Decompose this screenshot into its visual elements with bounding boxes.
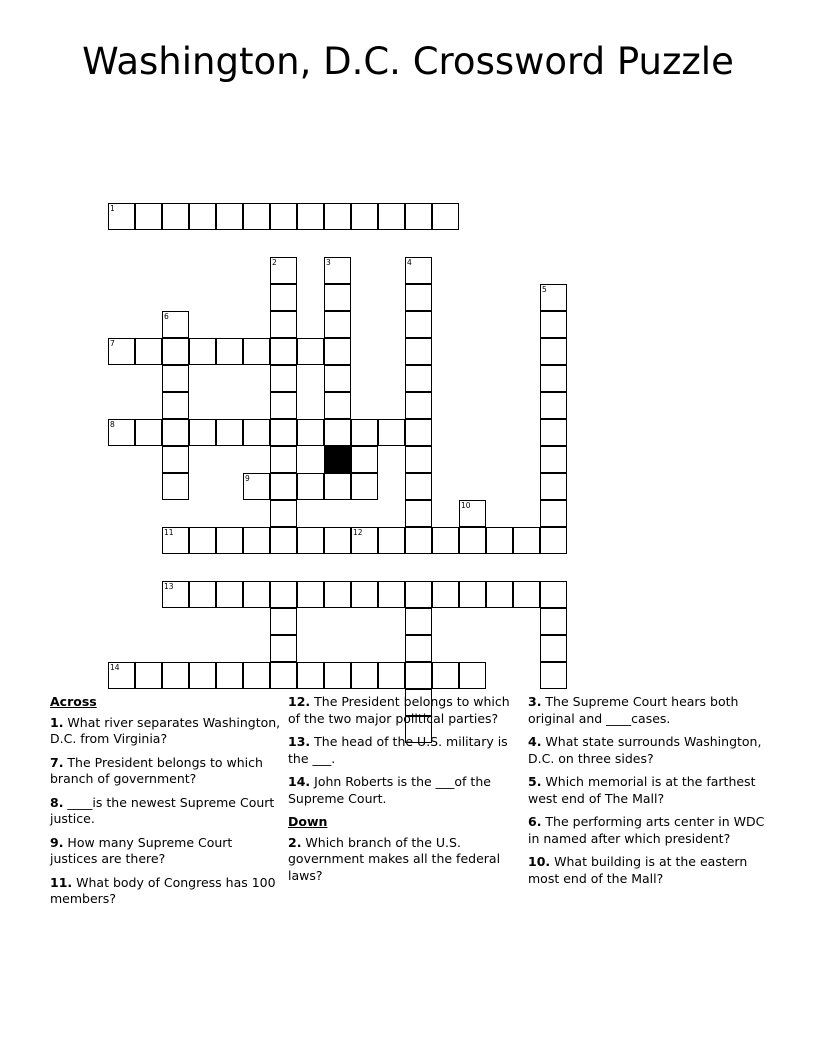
grid-cell[interactable] xyxy=(162,446,189,473)
grid-cell-number: 9 xyxy=(245,474,250,483)
crossword-grid xyxy=(0,95,816,672)
grid-cell[interactable] xyxy=(324,257,351,284)
grid-cell[interactable] xyxy=(189,527,216,554)
clue-number: 5. xyxy=(528,774,542,789)
grid-cell[interactable] xyxy=(324,311,351,338)
clues-section xyxy=(0,694,816,994)
clues-column-1 xyxy=(50,694,282,915)
grid-cell[interactable] xyxy=(486,581,513,608)
grid-cell[interactable] xyxy=(351,203,378,230)
clue-item xyxy=(288,734,520,767)
grid-cell[interactable] xyxy=(189,581,216,608)
grid-cell[interactable] xyxy=(324,419,351,446)
grid-cell[interactable] xyxy=(351,581,378,608)
grid-cell[interactable] xyxy=(459,581,486,608)
grid-cell[interactable] xyxy=(540,527,567,554)
grid-cell[interactable] xyxy=(405,473,432,500)
grid-cell-number: 7 xyxy=(110,339,115,348)
clue-text: What state surrounds Washington, D.C. on three sides? xyxy=(528,734,762,766)
grid-cell[interactable] xyxy=(108,203,135,230)
clue-item xyxy=(50,795,282,828)
grid-cell[interactable] xyxy=(378,419,405,446)
grid-cell[interactable] xyxy=(162,311,189,338)
across-heading: Across xyxy=(50,694,97,709)
grid-cell[interactable] xyxy=(405,365,432,392)
grid-cell[interactable] xyxy=(324,662,351,689)
grid-cell[interactable] xyxy=(540,500,567,527)
grid-cell[interactable] xyxy=(351,419,378,446)
grid-cell[interactable] xyxy=(540,635,567,662)
clue-text: What river separates Washington, D.C. from Virginia? xyxy=(50,714,281,746)
grid-cell[interactable] xyxy=(351,446,378,473)
grid-cell[interactable] xyxy=(270,662,297,689)
grid-cell[interactable] xyxy=(378,581,405,608)
clue-item xyxy=(288,835,520,885)
grid-cell[interactable] xyxy=(243,338,270,365)
grid-cell[interactable] xyxy=(432,662,459,689)
clue-number: 8. xyxy=(50,794,64,810)
grid-cell[interactable] xyxy=(297,338,324,365)
grid-cell[interactable] xyxy=(405,257,432,284)
clue-text: What body of Congress has 100 members? xyxy=(50,874,276,906)
grid-cell[interactable] xyxy=(189,419,216,446)
grid-cell[interactable] xyxy=(540,446,567,473)
grid-cell[interactable] xyxy=(540,662,567,689)
grid-cell[interactable] xyxy=(405,608,432,635)
clue-number: 3. xyxy=(528,694,542,709)
grid-cell[interactable] xyxy=(243,581,270,608)
grid-cell[interactable] xyxy=(405,203,432,230)
grid-cell[interactable] xyxy=(162,581,189,608)
grid-cell[interactable] xyxy=(270,527,297,554)
grid-cell[interactable] xyxy=(405,338,432,365)
grid-cell-number: 3 xyxy=(326,258,331,267)
grid-cell[interactable] xyxy=(216,203,243,230)
grid-cell[interactable] xyxy=(108,338,135,365)
grid-cell[interactable] xyxy=(459,500,486,527)
grid-cell[interactable] xyxy=(486,527,513,554)
clue-number: 13. xyxy=(288,734,311,749)
grid-cell[interactable] xyxy=(432,527,459,554)
grid-cell[interactable] xyxy=(270,419,297,446)
grid-cell[interactable] xyxy=(270,608,297,635)
grid-cell[interactable] xyxy=(162,392,189,419)
grid-cell-number: 14 xyxy=(110,663,120,672)
grid-cell[interactable] xyxy=(243,662,270,689)
clue-item xyxy=(288,774,520,807)
grid-cell[interactable] xyxy=(162,662,189,689)
grid-cell[interactable] xyxy=(324,473,351,500)
grid-cell[interactable] xyxy=(297,473,324,500)
clue-text: The President belongs to which of the two major political parties? xyxy=(288,694,510,726)
grid-cell[interactable] xyxy=(351,662,378,689)
grid-cell[interactable] xyxy=(108,419,135,446)
clue-text: Which branch of the U.S. government makes all the federal laws? xyxy=(288,834,501,883)
grid-cell[interactable] xyxy=(297,581,324,608)
grid-cell[interactable] xyxy=(135,419,162,446)
grid-cell[interactable] xyxy=(432,203,459,230)
clue-text: What building is at the eastern most end of the Mall? xyxy=(528,854,748,886)
grid-cell[interactable] xyxy=(405,392,432,419)
grid-cell[interactable] xyxy=(513,527,540,554)
grid-cell[interactable] xyxy=(324,365,351,392)
grid-cell-number: 8 xyxy=(110,420,115,429)
grid-cell[interactable] xyxy=(405,311,432,338)
clues-column-3 xyxy=(528,694,776,894)
grid-cell[interactable] xyxy=(216,419,243,446)
down-heading: Down xyxy=(288,814,328,829)
grid-cell[interactable] xyxy=(135,662,162,689)
clue-number: 7. xyxy=(50,754,64,770)
grid-cell[interactable] xyxy=(162,338,189,365)
clue-text: Which memorial is at the farthest west end of The Mall? xyxy=(528,774,756,806)
clue-item xyxy=(288,694,520,727)
clue-item xyxy=(528,734,776,767)
clue-item xyxy=(528,814,776,847)
grid-cell[interactable] xyxy=(108,662,135,689)
clue-text: How many Supreme Court justices are there? xyxy=(50,834,233,866)
grid-cell[interactable] xyxy=(162,419,189,446)
grid-cell[interactable] xyxy=(243,203,270,230)
grid-cell[interactable] xyxy=(324,338,351,365)
grid-cell[interactable] xyxy=(378,527,405,554)
grid-cell[interactable] xyxy=(270,257,297,284)
clue-number: 11. xyxy=(50,874,73,890)
grid-cell[interactable] xyxy=(216,527,243,554)
grid-cell[interactable] xyxy=(378,203,405,230)
clue-item xyxy=(50,715,282,748)
grid-cell[interactable] xyxy=(270,284,297,311)
grid-cell-number: 13 xyxy=(164,582,174,591)
grid-cell[interactable] xyxy=(189,662,216,689)
clue-item xyxy=(50,875,282,908)
grid-cell-block xyxy=(324,446,351,473)
grid-cell-number: 10 xyxy=(461,501,471,510)
grid-cell[interactable] xyxy=(324,392,351,419)
grid-cell[interactable] xyxy=(270,365,297,392)
grid-cell[interactable] xyxy=(270,473,297,500)
grid-cell[interactable] xyxy=(162,473,189,500)
grid-cell[interactable] xyxy=(270,338,297,365)
grid-cell[interactable] xyxy=(324,581,351,608)
grid-cell[interactable] xyxy=(270,500,297,527)
clue-number: 12. xyxy=(288,694,311,709)
grid-cell[interactable] xyxy=(297,527,324,554)
grid-cell[interactable] xyxy=(270,581,297,608)
grid-cell[interactable] xyxy=(324,203,351,230)
grid-cell[interactable] xyxy=(189,203,216,230)
clue-text: ____is the newest Supreme Court justice. xyxy=(50,794,275,826)
grid-cell[interactable] xyxy=(405,500,432,527)
grid-cell[interactable] xyxy=(162,365,189,392)
clue-text: The President belongs to which branch of government? xyxy=(50,754,263,786)
grid-cell[interactable] xyxy=(405,581,432,608)
grid-cell[interactable] xyxy=(243,527,270,554)
grid-cell[interactable] xyxy=(459,527,486,554)
grid-cell[interactable] xyxy=(540,581,567,608)
clue-item xyxy=(50,755,282,788)
grid-cell[interactable] xyxy=(297,419,324,446)
grid-cell-number: 5 xyxy=(542,285,547,294)
grid-cell[interactable] xyxy=(216,338,243,365)
clue-number: 14. xyxy=(288,774,311,789)
grid-cell[interactable] xyxy=(540,608,567,635)
clue-item xyxy=(528,694,776,727)
grid-cell[interactable] xyxy=(351,473,378,500)
grid-cell[interactable] xyxy=(459,662,486,689)
grid-cell[interactable] xyxy=(540,338,567,365)
grid-cell[interactable] xyxy=(540,284,567,311)
grid-cell[interactable] xyxy=(135,203,162,230)
grid-cell[interactable] xyxy=(378,662,405,689)
clue-item xyxy=(50,835,282,868)
grid-cell-number: 12 xyxy=(353,528,363,537)
clues-column-2 xyxy=(288,694,520,891)
grid-cell-number: 2 xyxy=(272,258,277,267)
grid-cell[interactable] xyxy=(189,338,216,365)
grid-cell-number: 4 xyxy=(407,258,412,267)
grid-cell[interactable] xyxy=(297,203,324,230)
clue-text: John Roberts is the ___of the Supreme Court. xyxy=(288,774,491,806)
grid-cell[interactable] xyxy=(432,581,459,608)
grid-cell[interactable] xyxy=(270,392,297,419)
grid-cell[interactable] xyxy=(270,446,297,473)
grid-cell[interactable] xyxy=(513,581,540,608)
grid-cell[interactable] xyxy=(540,392,567,419)
clue-item xyxy=(528,774,776,807)
grid-cell[interactable] xyxy=(135,338,162,365)
grid-cell[interactable] xyxy=(405,284,432,311)
page-title: Washington, D.C. Crossword Puzzle xyxy=(82,40,734,83)
grid-cell-number: 1 xyxy=(110,204,115,213)
clue-text: The head of the U.S. military is the ___. xyxy=(288,734,508,766)
grid-cell[interactable] xyxy=(162,527,189,554)
grid-cell[interactable] xyxy=(351,527,378,554)
grid-cell[interactable] xyxy=(540,365,567,392)
grid-cell[interactable] xyxy=(324,284,351,311)
grid-cell[interactable] xyxy=(270,635,297,662)
grid-cell[interactable] xyxy=(270,203,297,230)
grid-cell[interactable] xyxy=(540,473,567,500)
clue-number: 9. xyxy=(50,834,64,850)
clue-number: 4. xyxy=(528,734,542,749)
clue-item xyxy=(528,854,776,887)
grid-cell[interactable] xyxy=(270,311,297,338)
grid-cell[interactable] xyxy=(243,473,270,500)
clue-number: 6. xyxy=(528,814,542,829)
grid-cell[interactable] xyxy=(324,527,351,554)
grid-cell-number: 6 xyxy=(164,312,169,321)
grid-cell[interactable] xyxy=(162,203,189,230)
grid-cell[interactable] xyxy=(540,419,567,446)
grid-cell[interactable] xyxy=(216,662,243,689)
grid-cell[interactable] xyxy=(405,527,432,554)
grid-cell[interactable] xyxy=(216,581,243,608)
grid-cell[interactable] xyxy=(405,446,432,473)
clue-number: 2. xyxy=(288,834,302,850)
grid-cell[interactable] xyxy=(297,662,324,689)
grid-cell[interactable] xyxy=(540,311,567,338)
grid-cell-number: 11 xyxy=(164,528,174,537)
grid-cell[interactable] xyxy=(405,635,432,662)
grid-cell[interactable] xyxy=(405,662,432,689)
grid-cell[interactable] xyxy=(405,419,432,446)
grid-cell[interactable] xyxy=(243,419,270,446)
clue-number: 10. xyxy=(528,854,551,869)
clue-text: The performing arts center in WDC in named after which president? xyxy=(528,814,765,846)
clue-number: 1. xyxy=(50,714,64,730)
clue-text: The Supreme Court hears both original and ____cases. xyxy=(528,694,739,726)
